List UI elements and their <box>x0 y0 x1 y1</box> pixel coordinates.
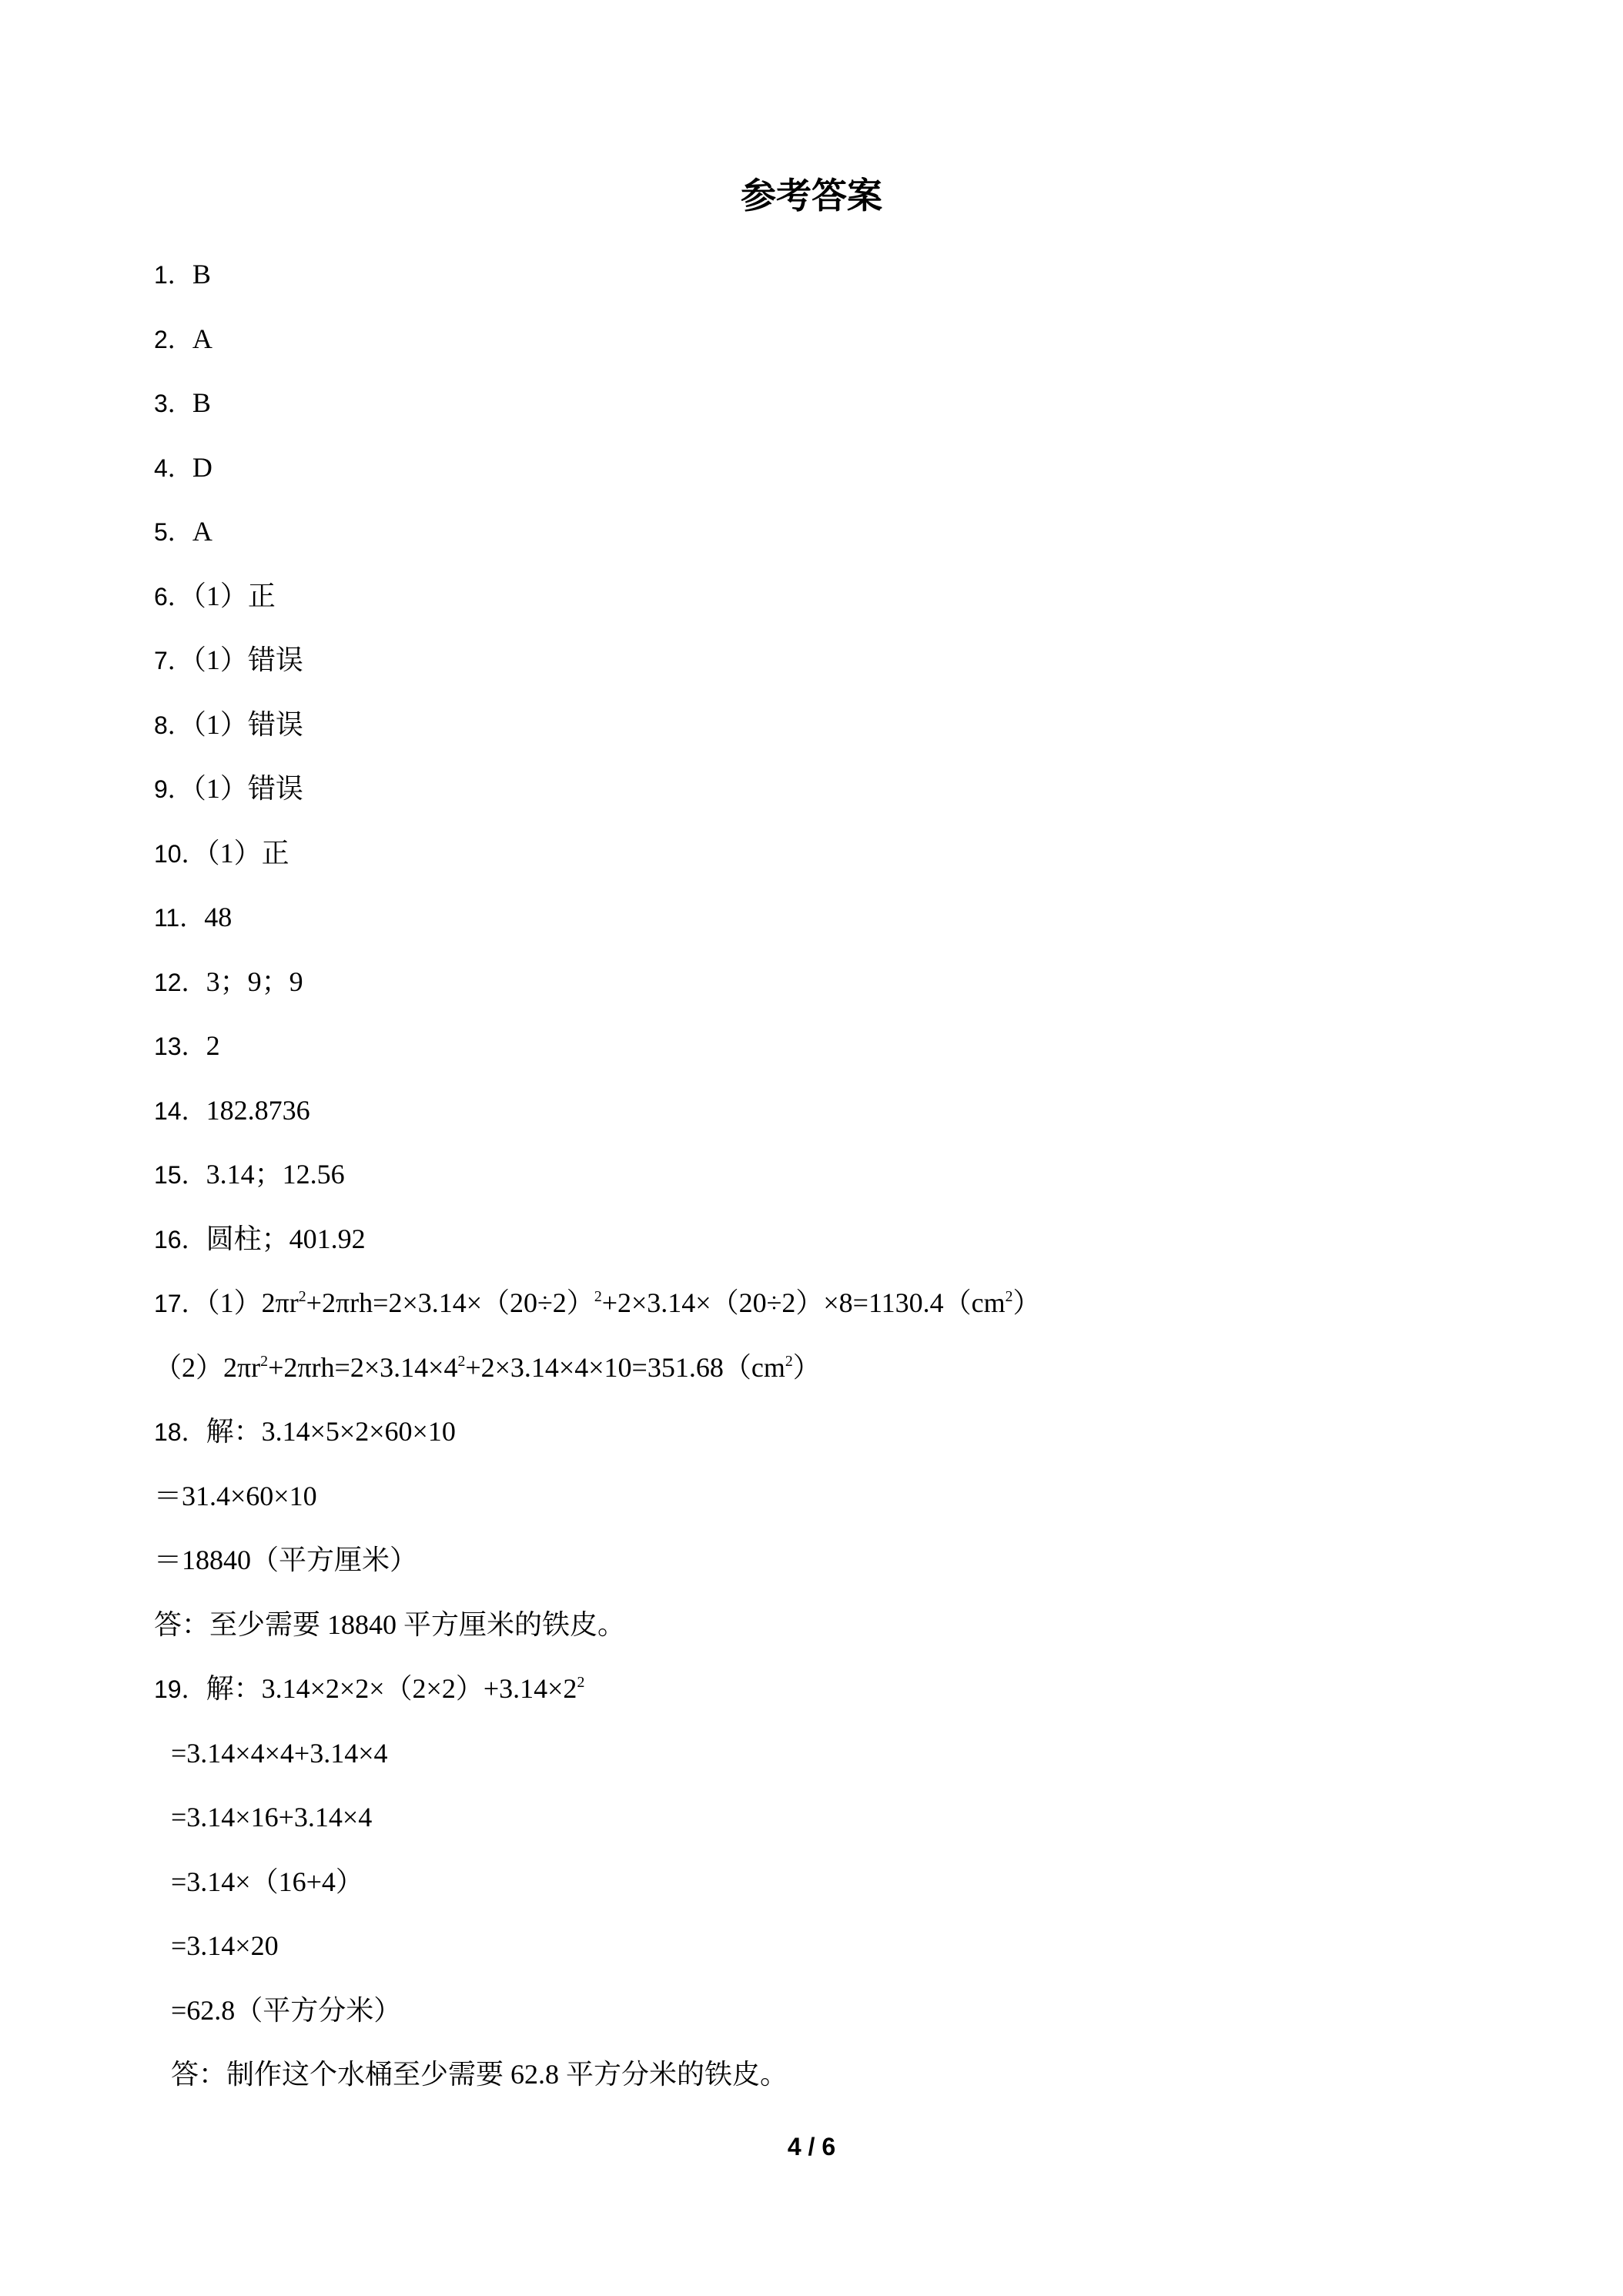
answer-line <box>154 900 232 935</box>
answer-text: B <box>192 259 211 290</box>
question-number: 6． <box>154 583 192 611</box>
page-number: 4 / 6 <box>787 2133 836 2160</box>
question-number: 2． <box>154 326 192 353</box>
question-number: 8． <box>154 711 192 739</box>
answer-text: （1）错误 <box>192 644 303 675</box>
question-number: 9． <box>154 775 192 803</box>
answer-line <box>154 322 212 356</box>
answer-line <box>154 836 289 871</box>
answer-line <box>154 708 303 742</box>
answer-text: D <box>192 452 212 483</box>
answer-text: 48 <box>204 902 233 932</box>
formula-part: ） <box>1012 1287 1041 1318</box>
q18-line-1 <box>154 1414 456 1449</box>
answer-text: A <box>192 516 212 547</box>
question-number: 13． <box>154 1033 206 1060</box>
answer-line <box>154 643 303 678</box>
solution-step: 解：3.14×2×2×（2×2）+3.14×2 <box>206 1673 577 1704</box>
superscript: 2 <box>260 1353 269 1371</box>
answer-line <box>154 514 212 549</box>
page-title: 参考答案 <box>741 175 882 216</box>
solution-step: ＝18840（平方厘米） <box>154 1545 418 1575</box>
superscript: 2 <box>1005 1288 1013 1306</box>
formula-part: +2×3.14×（20÷2）×8=1130.4（cm <box>601 1287 1006 1318</box>
question-number: 18． <box>154 1418 206 1446</box>
answer-text: B <box>192 387 211 418</box>
answer-line <box>154 1029 220 1063</box>
answer-line <box>154 965 303 999</box>
answer-text: （1）错误 <box>192 773 303 804</box>
question-number: 14． <box>154 1097 206 1125</box>
answer-line <box>154 1093 310 1128</box>
answer-text: 2 <box>206 1030 220 1061</box>
solution-step: =3.14×20 <box>171 1930 279 1961</box>
question-number: 19． <box>154 1675 206 1703</box>
answer-text: 3；9；9 <box>206 966 303 997</box>
answer-text: （1）正 <box>206 838 289 869</box>
question-number: 5． <box>154 518 192 546</box>
solution-step: =3.14×4×4+3.14×4 <box>171 1738 388 1769</box>
superscript: 2 <box>577 1674 585 1692</box>
formula-part: ） <box>792 1352 821 1383</box>
question-number: 15． <box>154 1161 206 1189</box>
formula-part: （2）2πr <box>154 1352 261 1383</box>
answer-text: （1）正 <box>192 581 276 611</box>
solution-step: ＝31.4×60×10 <box>154 1481 317 1511</box>
question-number: 7． <box>154 647 192 674</box>
superscript: 2 <box>457 1353 466 1371</box>
answer-line <box>154 450 212 485</box>
answer-line <box>154 771 303 806</box>
answer-text: 圆柱；401.92 <box>206 1223 366 1254</box>
question-number: 10． <box>154 840 206 868</box>
answer-text: 3.14；12.56 <box>206 1159 345 1190</box>
question-number: 16． <box>154 1226 206 1253</box>
solution-answer: 答：至少需要 18840 平方厘米的铁皮。 <box>154 1609 626 1640</box>
question-number: 11． <box>154 904 205 932</box>
answer-line <box>154 1222 366 1257</box>
answer-text: 182.8736 <box>206 1095 310 1126</box>
question-number: 1． <box>154 261 192 289</box>
question-number: 4． <box>154 454 192 482</box>
formula-part: （1）2πr <box>206 1287 299 1318</box>
solution-answer: 答：制作这个水桶至少需要 62.8 平方分米的铁皮。 <box>171 2059 788 2090</box>
answer-line <box>154 386 211 420</box>
answer-text: A <box>192 323 212 354</box>
formula-part: +2πrh=2×3.14×（20÷2） <box>306 1287 594 1318</box>
solution-step: =3.14×16+3.14×4 <box>171 1802 373 1832</box>
superscript: 2 <box>298 1288 306 1306</box>
q17-line-2 <box>154 1350 821 1384</box>
answer-line <box>154 1157 345 1192</box>
answer-text: （1）错误 <box>192 709 303 740</box>
q17-line-1 <box>154 1286 1041 1320</box>
solution-step: =62.8（平方分米） <box>171 1995 402 2026</box>
question-number: 17． <box>154 1290 206 1317</box>
solution-step: =3.14×（16+4） <box>171 1866 363 1897</box>
question-number: 3． <box>154 390 192 417</box>
question-number: 12． <box>154 969 206 996</box>
q19-line-1 <box>154 1672 584 1706</box>
solution-step: 解：3.14×5×2×60×10 <box>206 1416 456 1447</box>
answer-line <box>154 257 211 292</box>
answer-line <box>154 579 276 614</box>
formula-part: +2πrh=2×3.14×4 <box>268 1352 458 1383</box>
formula-part: +2×3.14×4×10=351.68（cm <box>465 1352 785 1383</box>
superscript: 2 <box>785 1353 793 1371</box>
superscript: 2 <box>594 1288 602 1306</box>
